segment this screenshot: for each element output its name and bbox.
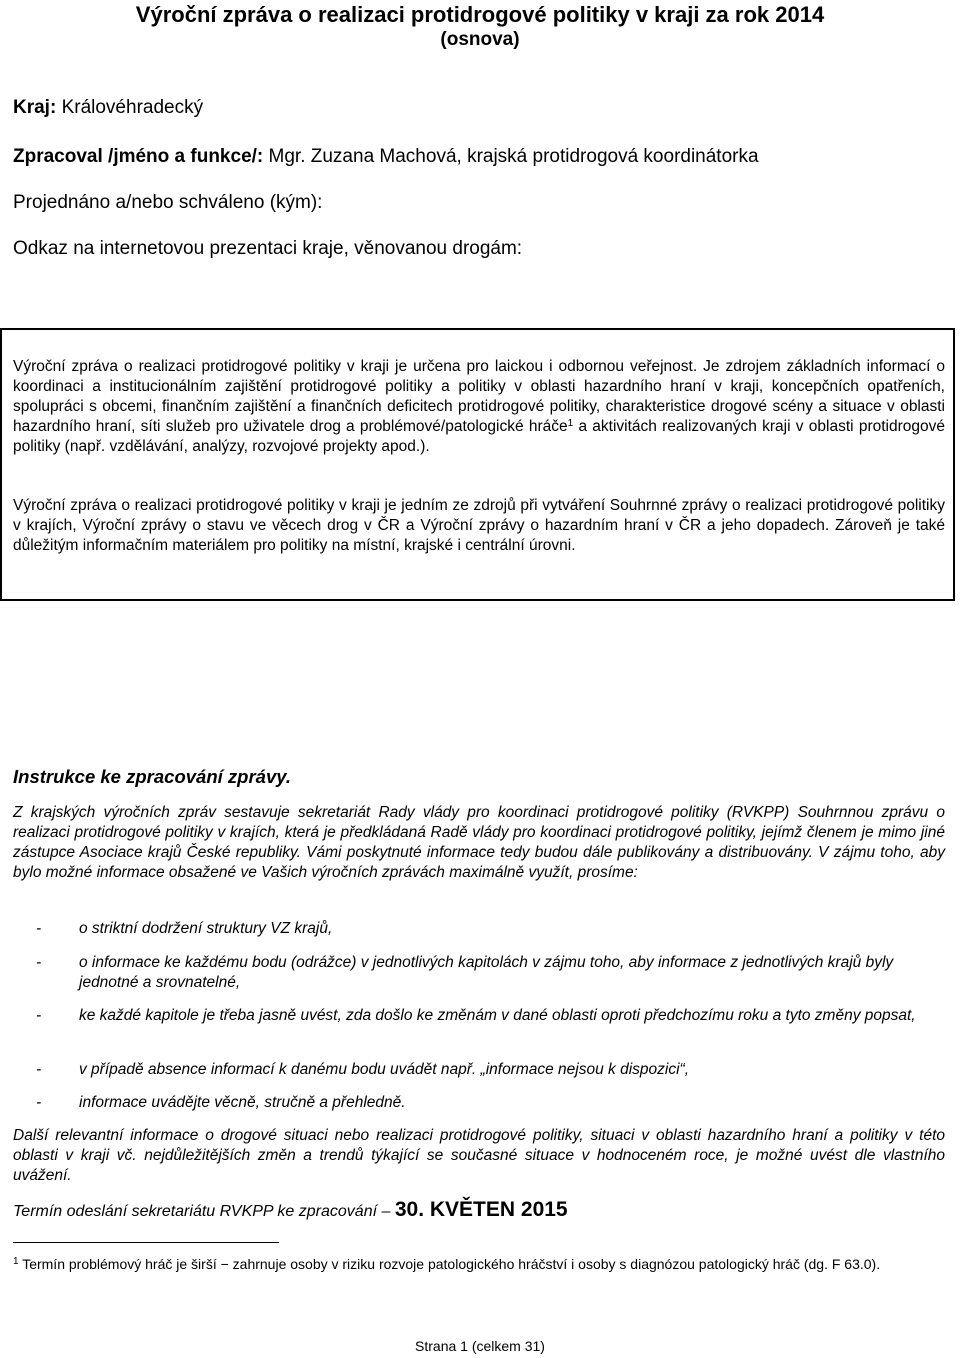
deadline-line (13, 1198, 568, 1224)
page-number: Strana 1 (celkem 31) (415, 1338, 545, 1354)
info-paragraph-1-rest: a aktivitách realizovaných kraji v oblasti protidrogové politiky (např. vzdělávání, analýzy, rozvojové projekty apod.). (13, 418, 945, 455)
projednano-line (13, 192, 322, 214)
kraj-value: Královéhradecký (61, 97, 204, 118)
info-paragraph-2: Výroční zpráva o realizaci protidrogové politiky v kraji je jedním ze zdrojů při vytváření Souhrnné zprávy o realizaci protidrogové politiky v krajích, Výroční zprávy o stavu ve věcech drog v ČR a Výroční zprávy o hazardním hraní v ČR a jeho dopadech. Zároveň je také důležitým informačním materiálem pro politiky na místní, krajské i centrální úrovni. (13, 497, 945, 554)
footnote-text: Termín problémový hráč je širší − zahrnuje osoby v riziku rozvoje patologického hráčství i osoby s diagnózou patologický hráč (dg. F 63.0). (18, 1256, 881, 1272)
footnote-separator (13, 1242, 279, 1243)
instruction-item-text: v případě absence informací k danému bodu uvádět např. „informace nejsou k dispozici“, (79, 1061, 690, 1078)
list-dash: - (36, 1007, 42, 1024)
list-dash: - (36, 954, 42, 971)
footnote (13, 1254, 933, 1274)
deadline-text: Termín odeslání sekretariátu RVKPP ke zpracování – (13, 1203, 391, 1220)
footnote-mark: 1 (13, 1256, 19, 1267)
zpracoval-label: Zpracoval /jméno a funkce/: (13, 146, 264, 167)
projednano-label: Projednáno a/nebo schváleno (kým): (13, 192, 323, 213)
instructions-outro: Další relevantní informace o drogové situaci nebo realizaci protidrogové politiky, situaci v oblasti hazardního hraní a politiky v této oblasti v kraji vč. nejdůležitějších změn a trendů týkající se současné situace v hodnoceném roce, je možné uvést dle vlastního uvážení. (13, 1127, 945, 1184)
instructions-intro: Z krajských výročních zpráv sestavuje sekretariát Rady vlády pro koordinaci protidrogové politiky (RVKPP) Souhrnnou zprávu o realizaci protidrogové politiky v krajích, která je předkládaná Radě vlády pro koordinaci protidrogové politiky, jejímž členem je mimo jiné zástupce Asociace krajů České republiky. Vámi poskytnuté informace tedy budou dále publikovány a distribuovány. V zájmu toho, aby bylo možné informace obsažené ve Vašich výročních zprávách maximálně využít, prosíme: (13, 804, 945, 881)
kraj-line (13, 97, 203, 119)
zpracoval-value: Mgr. Zuzana Machová, krajská protidrogová koordinátorka (268, 146, 759, 167)
instruction-item-text: informace uvádějte věcně, stručně a přehledně. (79, 1094, 406, 1111)
instructions-heading: Instrukce ke zpracování zprávy. (13, 766, 291, 787)
list-dash: - (36, 920, 42, 937)
footnote-ref: 1 (567, 418, 574, 429)
instruction-item-text: ke každé kapitole je třeba jasně uvést, zda došlo ke změnám v dané oblasti oproti předchozímu roku a tyto změny popsat, (79, 1007, 916, 1024)
document-subtitle: (osnova) (440, 29, 520, 50)
odkaz-line (13, 238, 522, 260)
list-dash: - (36, 1061, 42, 1078)
document-title: Výroční zpráva o realizaci protidrogové politiky v kraji za rok 2014 (135, 2, 825, 27)
info-paragraph-1 (13, 357, 945, 457)
deadline-date: 30. KVĚTEN 2015 (394, 1198, 568, 1221)
odkaz-label: Odkaz na internetovou prezentaci kraje, věnovanou drogám: (13, 238, 523, 259)
kraj-label: Kraj: (13, 97, 57, 118)
info-paragraph-1-text: Výroční zpráva o realizaci protidrogové politiky v kraji je určena pro laickou i odbornou veřejnost. Je zdrojem základních informací o koordinaci a institucionálním zajištění protidrogové politiky a politiky v oblasti hazardního hraní v kraji, koncepčních opatřeních, spolupráci s obcemi, finančním zajištění a finančních deficitech protidrogové politiky, charakteristice drogové scény a situace v oblasti hazardního hraní, síti služeb pro uživatele drog a problémové/patologické hráče (13, 358, 945, 435)
list-dash: - (36, 1094, 42, 1111)
instruction-item-text: o informace ke každému bodu (odrážce) v jednotlivých kapitolách v zájmu toho, aby informace z jednotlivých krajů byly jednotné a srovnatelné, (79, 954, 894, 991)
zpracoval-line (13, 146, 759, 168)
instruction-item-text: o striktní dodržení struktury VZ krajů, (79, 920, 333, 937)
